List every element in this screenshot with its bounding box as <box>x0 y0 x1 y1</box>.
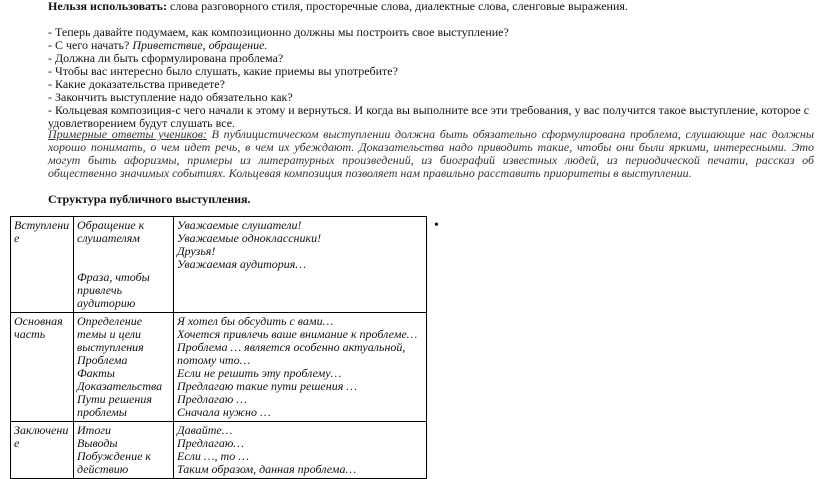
structure-table <box>10 216 427 479</box>
phrases-cell <box>174 422 427 479</box>
table-row <box>11 217 427 313</box>
question-text: - Какие доказательства приведете? <box>48 77 225 91</box>
questions-list <box>48 26 809 130</box>
phrase-item: Предлагаю… <box>177 436 244 450</box>
element-item: Обращение к слушателям <box>77 218 145 245</box>
element-item: Фраза, чтобы привлечь аудиторию <box>77 270 150 310</box>
forbidden-label: Нельзя использовать: <box>48 0 167 13</box>
table-row <box>11 313 427 422</box>
phrase-item: Если …, то … <box>177 449 249 463</box>
phrase-item: Предлагаю такие пути решения … <box>177 379 357 393</box>
question-text: - Чтобы вас интересно было слушать, какие приемы вы употребите? <box>48 64 398 78</box>
elements-cell <box>74 422 174 479</box>
forbidden-rule <box>48 0 628 13</box>
phrases-cell <box>174 313 427 422</box>
phrase-item: Если не решить эту проблему… <box>177 366 342 380</box>
elements-cell <box>74 313 174 422</box>
phrases-cell <box>174 217 427 313</box>
question-text: - Закончить выступление надо обязательно как? <box>48 90 293 104</box>
structure-title: Структура публичного выступления. <box>48 192 251 206</box>
element-item: Факты <box>77 366 115 380</box>
element-item: Побуждение к действию <box>77 449 152 476</box>
section-cell: Заключени е <box>11 422 74 479</box>
phrase-item: Я хотел бы обсудить с вами… <box>177 314 334 328</box>
phrase-item: Проблема … является особенно актуальной, потому что… <box>177 340 406 367</box>
element-item: Проблема <box>77 353 128 367</box>
elements-cell <box>74 217 174 313</box>
sample-answers-label: Примерные ответы учеников: <box>48 127 207 141</box>
question-text: - Должна ли быть сформулирована проблема? <box>48 51 284 65</box>
phrase-item: Хочется привлечь ваше внимание к проблеме… <box>177 327 418 341</box>
section-cell: Вступлени е <box>11 217 74 313</box>
element-item: Пути решения проблемы <box>77 392 152 419</box>
question-text: удовлетворением будут слушать все. <box>48 116 236 130</box>
sample-answers <box>48 128 814 180</box>
phrase-item: Сначала нужно … <box>177 405 271 419</box>
sample-answers-text: В публицистическом выступлении должна быть обязательно сформулирована проблема, слушающие нас должны хорошо понимать, о чем идет речь, в чем их убеждают. Доказательства надо приводить такие, чтобы они были яркими, интересными. Это могут быть афоризмы, примеры из литературных произведений, из биографий известных людей, из периодической печати, рассказ об общественно значимых событиях. Кольцевая композиция позволяет нам правильно расставить приоритеты в выступлении. <box>48 127 814 180</box>
question-answer-hint: Приветствие, обращение. <box>132 38 268 52</box>
element-item: Определение темы и цели выступления <box>77 314 144 354</box>
element-item <box>77 245 170 258</box>
phrase-item: Друзья! <box>177 244 216 258</box>
section-cell: Основная часть <box>11 313 74 422</box>
phrase-item: Уважаемая аудитория… <box>177 257 307 271</box>
phrase-item: Уважаемые слушатели! <box>177 218 302 232</box>
phrase-item: Давайте… <box>177 423 233 437</box>
phrase-item: Таким образом, данная проблема… <box>177 462 357 476</box>
question-text: - Теперь давайте подумаем, как композиционно должны мы построить свое выступление? <box>48 25 509 39</box>
phrase-item: Предлагаю … <box>177 392 247 406</box>
element-item: Итоги <box>77 423 112 437</box>
element-item: Выводы <box>77 436 118 450</box>
bullet-point: • <box>434 218 439 233</box>
forbidden-text: слова разговорного стиля, просторечные слова, диалектные слова, сленговые выражения. <box>167 0 628 13</box>
question-text: - Кольцевая композиция-с чего начали к этому и вернуться. И когда вы выполните все эти требования, у вас получится такое выступление, которое с <box>48 103 810 117</box>
table-row <box>11 422 427 479</box>
question-text: - С чего начать? <box>48 38 133 52</box>
phrase-item: Уважаемые одноклассники! <box>177 231 322 245</box>
element-item: Доказательства <box>77 379 163 393</box>
